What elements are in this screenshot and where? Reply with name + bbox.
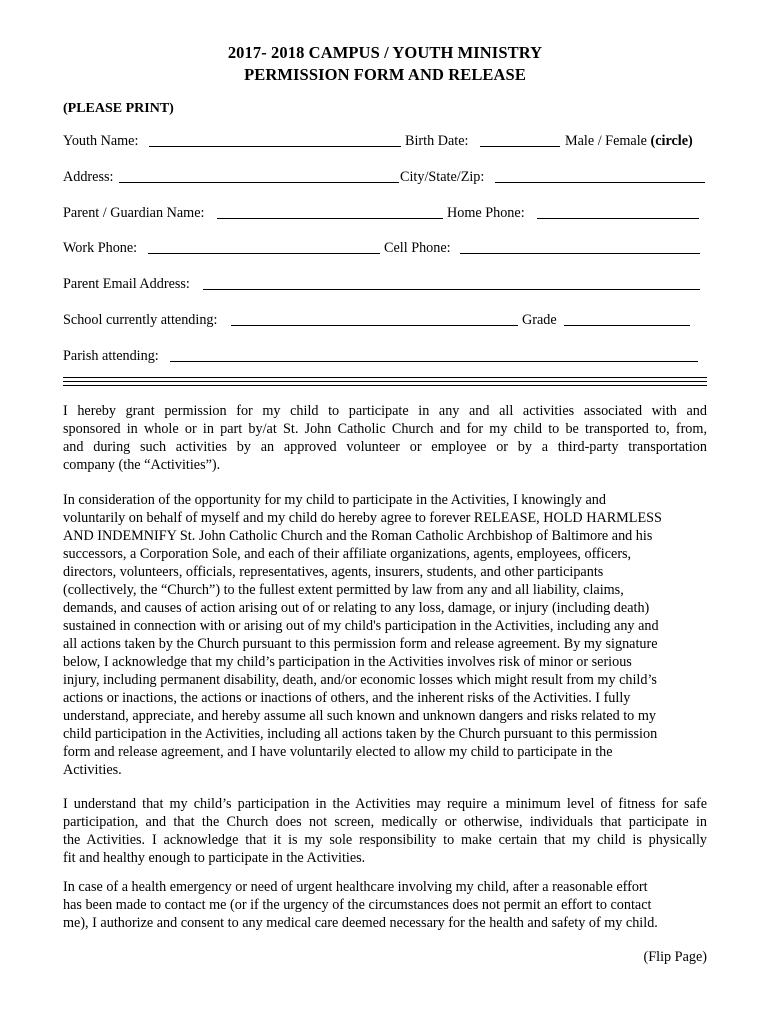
paragraph-line: I understand that my child’s participation in the Activities may require a minimum level of fitness for safe xyxy=(63,796,707,812)
parish-field[interactable] xyxy=(170,361,698,362)
paragraph-line: In case of a health emergency or need of urgent healthcare involving my child, after a reasonable effort xyxy=(63,879,648,895)
paragraph-line: successors, a Corporation Sole, and each of their affiliate organizations, agents, employees, officers, xyxy=(63,546,632,562)
home-phone-label: Home Phone: xyxy=(447,205,525,221)
parent-email-field[interactable] xyxy=(203,289,700,290)
address-label: Address: xyxy=(63,169,114,185)
address-field[interactable] xyxy=(119,182,399,183)
guardian-row xyxy=(63,204,707,222)
gender-selector[interactable] xyxy=(565,132,693,150)
paragraph-line: understand, appreciate, and hereby assume all such known and unknown dangers and risks related to my xyxy=(63,708,656,724)
work-phone-field[interactable] xyxy=(148,253,380,254)
cell-phone-label: Cell Phone: xyxy=(384,240,451,256)
gender-label: Male / Female xyxy=(565,133,651,149)
work-phone-label: Work Phone: xyxy=(63,240,138,256)
paragraph-line: form and release agreement, and I have voluntarily elected to allow my child to participate in the xyxy=(63,744,613,760)
city-state-zip-label: City/State/Zip: xyxy=(400,169,485,185)
paragraph-line: Activities. xyxy=(63,762,122,778)
school-row xyxy=(63,311,707,329)
flip-page-note: (Flip Page) xyxy=(643,949,707,965)
fitness-paragraph xyxy=(63,795,707,867)
paragraph-line: has been made to contact me (or if the urgency of the circumstances does not permit an effort to contact xyxy=(63,897,652,913)
youth-info-row xyxy=(63,132,707,150)
paragraph-line: actions or inactions, the actions or inactions of others, and the inherent risks of the Activities. I fully xyxy=(63,690,631,706)
paragraph-line: all actions taken by the Church pursuant to this permission form and release agreement. By my signature xyxy=(63,636,658,652)
paragraph-line: demands, and causes of action arising out of or relating to any loss, damage, or injury (including death) xyxy=(63,600,650,616)
divider-rule-1 xyxy=(63,377,707,378)
email-row xyxy=(63,275,707,293)
guardian-name-label: Parent / Guardian Name: xyxy=(63,205,205,221)
paragraph-line: child participation in the Activities, including all actions taken by the Church pursuant to this permission xyxy=(63,726,658,742)
paragraph-line: (collectively, the “Church”) to the fullest extent permitted by law from any and all liability, claims, xyxy=(63,582,624,598)
medical-consent-paragraph xyxy=(63,878,707,932)
school-field[interactable] xyxy=(231,325,518,326)
youth-name-field[interactable] xyxy=(149,146,401,147)
paragraph-line: AND INDEMNIFY St. John Catholic Church and the Roman Catholic Archbishop of Baltimore and his xyxy=(63,528,653,544)
paragraph-line: sponsored in whole or in part by/at St. John Catholic Church and for my child to be transported to, from, xyxy=(63,421,707,437)
paragraph-line: below, I acknowledge that my child’s participation in the Activities involves risk of minor or serious xyxy=(63,654,632,670)
grade-field[interactable] xyxy=(564,325,690,326)
form-title-line-1: 2017- 2018 CAMPUS / YOUTH MINISTRY xyxy=(227,43,543,62)
paragraph-line: sustained in connection with or arising out of my child's participation in the Activities, including any and xyxy=(63,618,659,634)
divider-rule-3 xyxy=(63,385,707,386)
divider-rule-2 xyxy=(63,381,707,382)
paragraph-line: I hereby grant permission for my child to participate in any and all activities associated with and xyxy=(63,403,707,419)
paragraph-line: directors, volunteers, officials, representatives, agents, insurers, students, and other participants xyxy=(63,564,604,580)
grade-label: Grade xyxy=(522,312,557,328)
phone-row xyxy=(63,239,707,257)
address-row xyxy=(63,168,707,186)
paragraph-line: injury, including permanent disability, death, and/or economic losses which might result from my child’s xyxy=(63,672,657,688)
permission-paragraph xyxy=(63,402,707,474)
cell-phone-field[interactable] xyxy=(460,253,700,254)
birth-date-label: Birth Date: xyxy=(405,133,469,149)
circle-note: (circle) xyxy=(650,133,693,149)
please-print-note: (PLEASE PRINT) xyxy=(63,101,174,116)
paragraph-line: me), I authorize and consent to any medical care deemed necessary for the health and safety of my child. xyxy=(63,915,658,931)
paragraph-line: the Activities. I acknowledge that it is my sole responsibility to make certain that my child is physically xyxy=(63,832,707,848)
paragraph-line: and during such activities by an approved volunteer or employee or by a third-party transportation xyxy=(63,439,707,455)
paragraph-line: fit and healthy enough to participate in the Activities. xyxy=(63,850,366,866)
release-paragraph xyxy=(63,491,707,779)
parish-row xyxy=(63,347,707,365)
parent-email-label: Parent Email Address: xyxy=(63,276,190,292)
paragraph-line: company (the “Activities”). xyxy=(63,457,221,473)
school-label: School currently attending: xyxy=(63,312,218,328)
birth-date-field[interactable] xyxy=(480,146,560,147)
paragraph-line: participation, and that the Church does not screen, medically or otherwise, individuals that participate in xyxy=(63,814,707,830)
guardian-name-field[interactable] xyxy=(217,218,443,219)
paragraph-line: voluntarily on behalf of myself and my child do hereby agree to forever RELEASE, HOLD HARMLESS xyxy=(63,510,662,526)
parish-label: Parish attending: xyxy=(63,348,159,364)
home-phone-field[interactable] xyxy=(537,218,699,219)
city-state-zip-field[interactable] xyxy=(495,182,705,183)
form-title-line-2: PERMISSION FORM AND RELEASE xyxy=(244,65,526,84)
paragraph-line: In consideration of the opportunity for my child to participate in the Activities, I knowingly and xyxy=(63,492,606,508)
youth-name-label: Youth Name: xyxy=(63,133,139,149)
